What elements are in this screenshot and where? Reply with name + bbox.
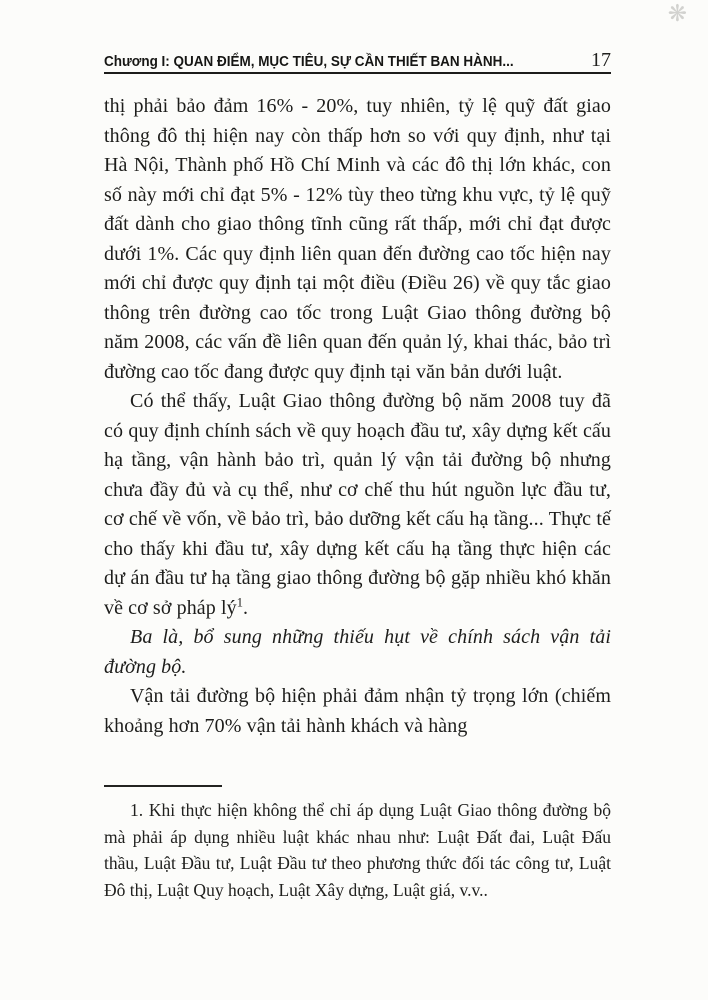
footnote-text: 1. Khi thực hiện không thể chỉ áp dụng Luật Giao thông đường bộ mà phải áp dụng nhiều luật khác nhau như: Luật Đất đai, Luật Đấu thầu, Luật Đầu tư, Luật Đầu tư theo phương thức đối tác công tư, Luật Đô thị, Luật Quy hoạch, Luật Xây dựng, Luật giá, v.v..: [104, 800, 611, 900]
footnote-rule: [104, 785, 222, 787]
chapter-title: Chương I: QUAN ĐIỂM, MỤC TIÊU, SỰ CẦN THIẾT BAN HÀNH...: [104, 54, 514, 70]
paragraph-text: Có thể thấy, Luật Giao thông đường bộ năm 2008 tuy đã có quy định chính sách về quy hoạch đầu tư, xây dựng kết cấu hạ tầng, vận hành bảo trì, quản lý vận tải đường bộ nhưng chưa đầy đủ và cụ thể, như cơ chế thu hút nguồn lực đầu tư, cơ chế về vốn, về bảo trì, bảo dưỡng kết cấu hạ tầng... Thực tế cho thấy khi đầu tư, xây dựng kết cấu hạ tầng thực hiện các dự án đầu tư hạ tầng giao thông đường bộ gặp nhiều khó khăn về cơ sở pháp lý: [104, 390, 611, 619]
page-body: [104, 92, 611, 741]
paragraph-text-after-marker: .: [243, 596, 249, 619]
paragraph: Vận tải đường bộ hiện phải đảm nhận tỷ trọng lớn (chiếm khoảng hơn 70% vận tải hành khách và hàng: [104, 685, 611, 737]
paragraph-italic-lead: Ba là, bổ sung những thiếu hụt về chính sách vận tải đường bộ.: [104, 626, 611, 678]
paragraph: [104, 387, 611, 623]
paragraph-continued: thị phải bảo đảm 16% - 20%, tuy nhiên, tỷ lệ quỹ đất giao thông đô thị hiện nay còn thấp hơn so với quy định, như tại Hà Nội, Thành phố Hồ Chí Minh và các đô thị lớn khác, con số này mới chỉ đạt 5% - 12% tùy theo từng khu vực, tỷ lệ quỹ đất dành cho giao thông tĩnh cũng rất thấp, mới chỉ đạt được dưới 1%. Các quy định liên quan đến đường cao tốc hiện nay mới chỉ được quy định tại một điều (Điều 26) về quy tắc giao thông trên đường cao tốc trong Luật Giao thông đường bộ năm 2008, các vấn đề liên quan đến quản lý, khai thác, bảo trì đường cao tốc đang được quy định tại văn bản dưới luật.: [104, 95, 611, 383]
page-number: 17: [591, 49, 611, 71]
flower-ornament-icon: ❋: [667, 1, 687, 27]
running-header: [104, 49, 611, 72]
header-rule: [104, 72, 611, 74]
footnote-marker: 1: [236, 594, 244, 609]
